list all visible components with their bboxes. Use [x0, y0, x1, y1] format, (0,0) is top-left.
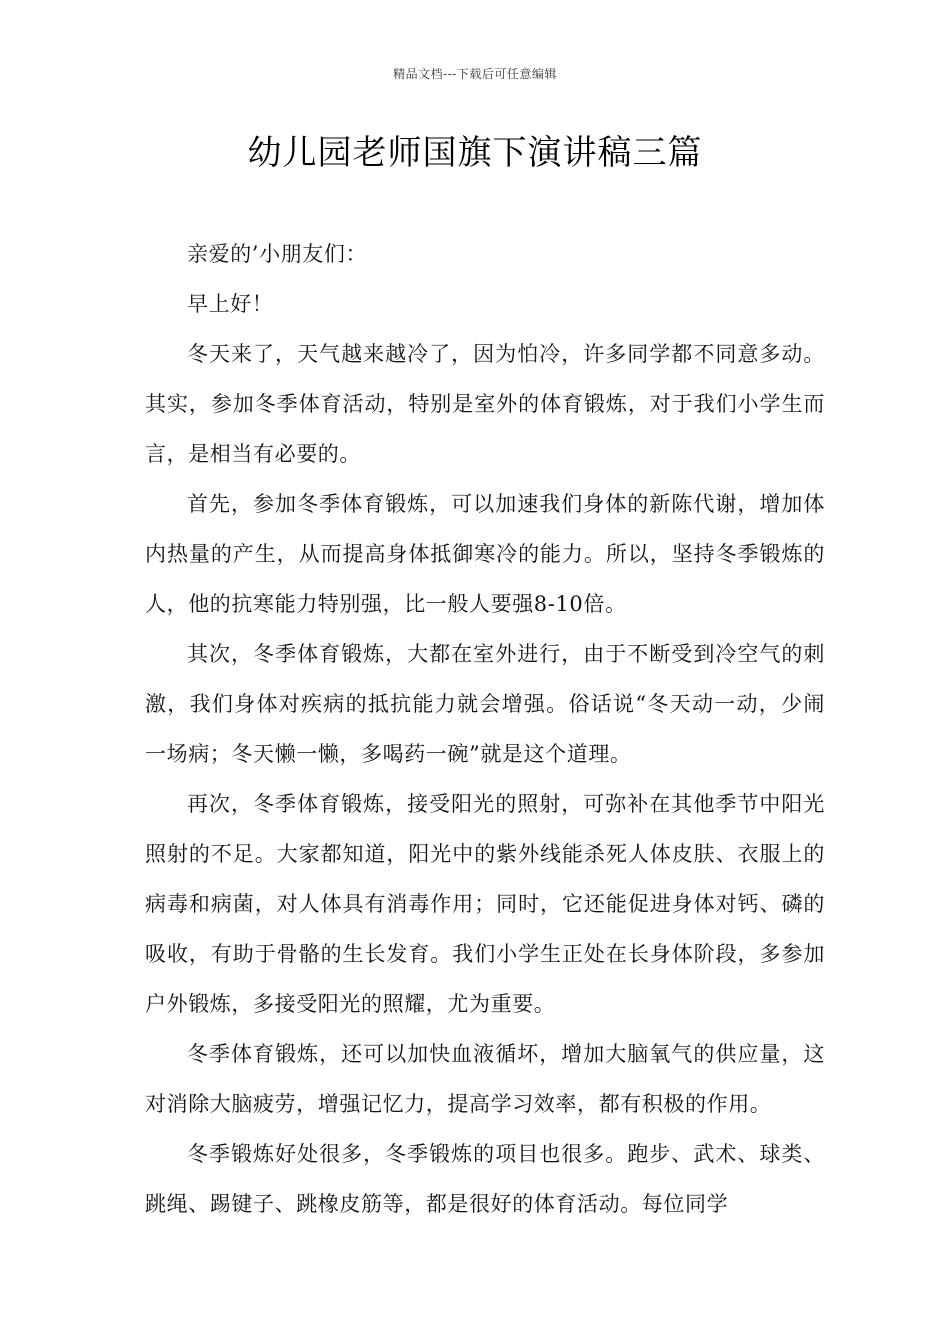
document-title: 幼儿园老师国旗下演讲稿三篇 [247, 133, 703, 173]
paragraph: 再次，冬季体育锻炼，接受阳光的照射，可弥补在其他季节中阳光照射的不足。大家都知道，阳光中的紫外线能杀死人体皮肤、衣服上的病毒和病菌，对人体具有消毒作用；同时，它还能促进身体对钙、磷的吸收，有助于骨骼的生长发育。我们小学生正处在长身体阶段，多参加户外锻炼，多接受阳光的照耀，尤为重要。 [145, 792, 825, 1016]
paragraph-salutation: 亲爱的’小朋友们： [187, 242, 368, 266]
paragraph: 其次，冬季体育锻炼，大都在室外进行，由于不断受到冷空气的刺激，我们身体对疾病的抵抗能力就会增强。俗话说“冬天动一动，少闹一场病；冬天懒一懒，多喝药一碗”就是这个道理。 [145, 642, 825, 766]
paragraph: 首先，参加冬季体育锻炼，可以加速我们身体的新陈代谢，增加体内热量的产生，从而提高身体抵御寒冷的能力。所以，坚持冬季锻炼的人，他的抗寒能力特别强，比一般人要强8-10倍。 [145, 492, 825, 616]
paragraph: 冬天来了，天气越来越冷了，因为怕冷，许多同学都不同意多动。其实，参加冬季体育活动，特别是室外的体育锻炼，对于我们小学生而言，是相当有必要的。 [145, 342, 825, 466]
document-body [145, 229, 825, 1229]
paragraph-greeting: 早上好！ [187, 292, 274, 316]
paragraph: 冬季锻炼好处很多，冬季锻炼的项目也很多。跑步、武术、球类、跳绳、踢键子、跳橡皮筋等，都是很好的体育活动。每位同学 [145, 1142, 825, 1216]
paragraph: 冬季体育锻炼，还可以加快血液循坏，增加大脑氧气的供应量，这对消除大脑疲劳，增强记忆力，提高学习效率，都有积极的作用。 [145, 1042, 825, 1116]
header-note: 精品文档---下载后可任意编辑 [393, 67, 557, 81]
